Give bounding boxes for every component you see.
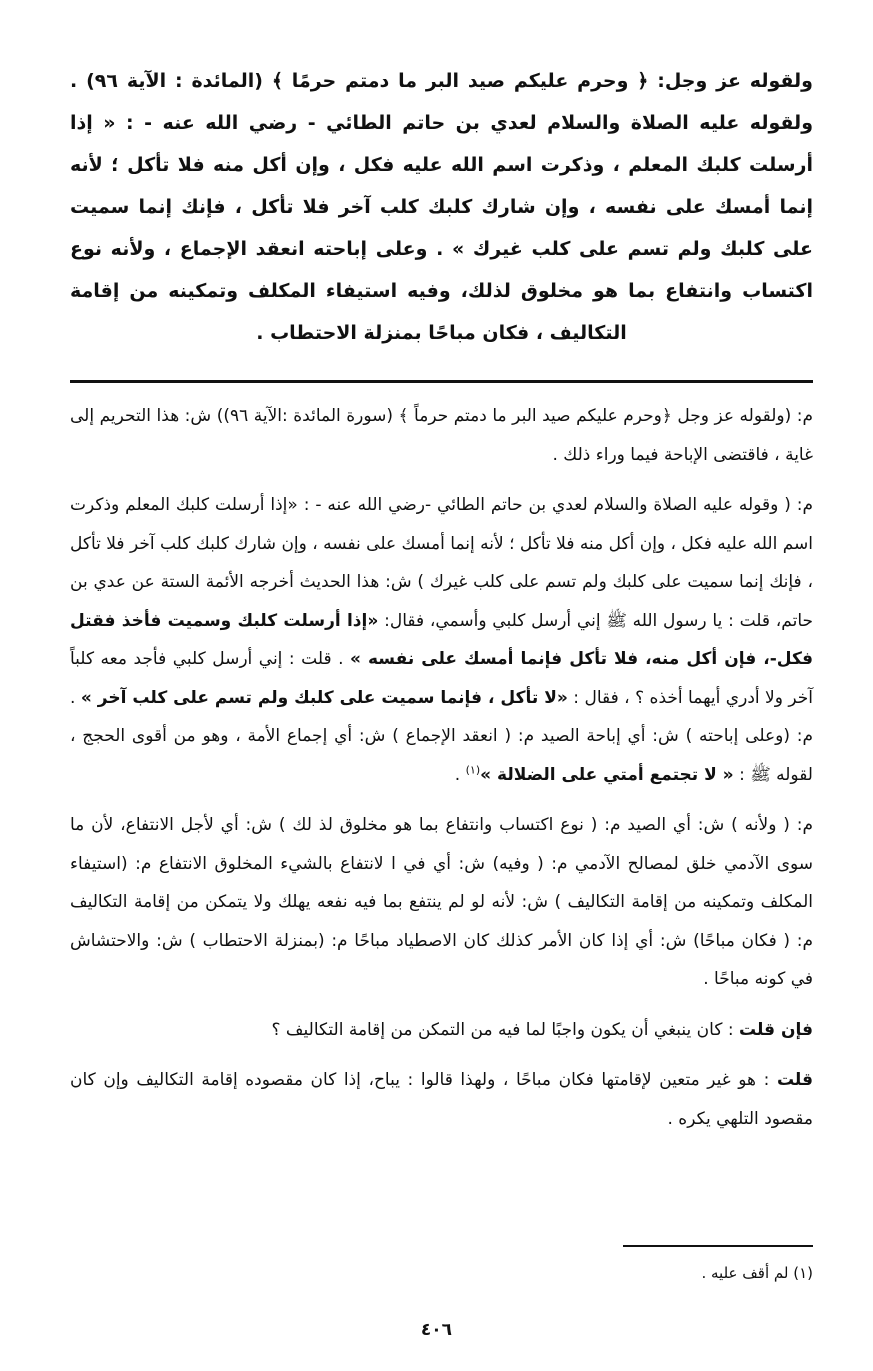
sharh-text: . م: [70, 687, 814, 746]
matn-quote: ( ولأنه ) [731, 815, 790, 835]
reply-lead: قلت [776, 1070, 814, 1090]
sharh-text: ش: أي لأجل الانتفاع، لأن ما سوى الآدمي خلق لمصالح الآدمي م: [70, 815, 814, 874]
footnote: (١) لم أقف عليه . [701, 1264, 813, 1282]
sharh-text: ش: أي الصيد م: [604, 815, 725, 835]
matn-quote: ( فكان مباحًا) [693, 930, 791, 951]
objection-text: : كان ينبغي أن يكون واجبًا لما فيه من التمكن من إقامة التكاليف ؟ [271, 1019, 734, 1040]
matn-quote: (استيفاء المكلف وتمكينه من إقامة التكاليف ) [70, 853, 813, 912]
sharh-paragraph-2 [70, 486, 813, 794]
sharh-text: ش: والاحتشاش في كونه مباحًا . [70, 930, 813, 989]
matn-quote: (بمنزلة الاحتطاب ) [189, 930, 325, 951]
sharh-text: ش: لأنه لو لم ينتفع بما فيه نفعه يهلك ولا يتمكن من إقامة التكاليف م: [70, 892, 814, 951]
page-number: ٤٠٦ [420, 1320, 453, 1340]
matn-marker: م: [796, 406, 814, 426]
matn-quote: ( وقوله عليه الصلاة والسلام لعدي بن حاتم الطائي -رضي الله عنه - : «إذا أرسلت كلبك المعلم وذكرت اسم الله عليه فكل ، وإن أكل منه فلا تأكل ؛ لأنه إنما أمسك على نفسه ، وإن شارك كلبك كلب آخر فلا تأكل ، فإنك إنما سميت على كلبك ولم تسم على كلب غيرك ) [70, 495, 813, 592]
matn-quote: (ولقوله عز وجل ﴿وحرم عليكم صيد البر ما دمتم حرماً ﴾ (سورة المائدة :الآية ٩٦)) [216, 406, 792, 426]
matn-quote: ( نوع اكتساب وانتفاع بما هو مخلوق لذ لك ) [278, 815, 598, 835]
reply-paragraph [70, 1061, 813, 1138]
sharh-text: ش: هذا التحريم إلى غاية ، فاقتضى الإباحة فيما وراء ذلك . [70, 406, 813, 465]
sharh-text: ش: أي في ا لانتفاع بالشيء المخلوق الانتفاع م: [135, 853, 485, 874]
matn-paragraph: ولقوله عز وجل: ﴿ وحرم عليكم صيد البر ما دمتم حرمًا ﴾ (المائدة : الآية ٩٦) . ولقوله عليه الصلاة والسلام لعدي بن حاتم الطائي - رضي الله عنه - : « إذا أرسلت كلبك المعلم ، وذكرت اسم الله عليه فكل ، وإن أكل منه فلا تأكل ؛ لأنه إنما أمسك على نفسه ، وإن شارك كلبك كلب آخر فلا تأكل ، فإنك إنما سميت على كلبك ولم تسم على كلب غيرك » . وعلى إباحته انعقد الإجماع ، ولأنه نوع اكتساب وانتفاع بما هو مخلوق لذلك، وفيه استيفاء المكلف وتمكينه من إقامة التكاليف ، فكان مباحًا بمنزلة الاحتطاب . [70, 70, 813, 344]
matn-marker: م: [796, 815, 814, 835]
objection-paragraph [70, 1011, 813, 1050]
sharh-text: ش: أي إباحة الصيد م: [517, 726, 679, 746]
footnote-divider [623, 1245, 813, 1247]
sharh-text: . [454, 764, 461, 785]
objection-lead: فإن قلت [738, 1019, 813, 1040]
sharh-text: . قلت : إني أرسل كلبي فأجد معه كلباً آخر ولا أدري أيهما أخذه ؟ ، فقال : [70, 649, 814, 708]
footnote-reference[interactable]: (١) [465, 762, 481, 776]
sharh-paragraph-1 [70, 397, 813, 474]
sharh-text: ش: أي إذا كان الأمر كذلك كان الاصطياد مباحًا م: [331, 930, 687, 951]
page-body [70, 60, 813, 1138]
hadith-quote: « لا تجتمع أمتي على الضلالة » [480, 764, 734, 785]
matn-quote: ( وفيه) [492, 853, 544, 874]
hadith-quote: «لا تأكل ، فإنما سميت على كلبك ولم تسم على كلب آخر » [80, 687, 568, 708]
matn-marker: م: [796, 495, 814, 515]
hadith-quote: «إذا أرسلت كلبك وسميت فأخذ فقتل فكل-، فإن أكل منه، فلا تأكل فإنما أمسك على نفسه » [70, 610, 813, 669]
sharh-text: ش: هذا الحديث أخرجه الأئمة الستة عن عدي بن حاتم، قلت : يا رسول الله ﷺ إني أرسل كلبي وأسمي، فقال: [70, 572, 814, 631]
matn-quote: ( انعقد الإجماع ) [392, 726, 512, 746]
matn-quote: (وعلى إباحته ) [685, 726, 790, 746]
reply-text: : هو غير متعين لإقامتها فكان مباحًا ، ولهذا قالوا : يباح، إذا كان مقصوده إقامة التكاليف وإن كان مقصود التلهي يكره . [70, 1070, 813, 1129]
sharh-paragraph-3 [70, 806, 813, 999]
section-divider [70, 380, 813, 383]
sharh-text: ش: أي إجماع الأمة ، وهو من أقوى الحجج ، لقوله ﷺ : [70, 726, 813, 785]
